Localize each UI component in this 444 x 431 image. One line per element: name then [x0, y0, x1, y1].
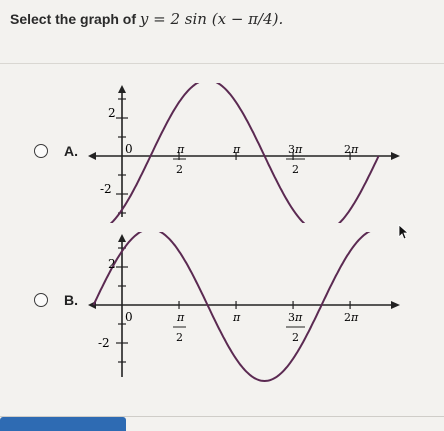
option-b-x-label-pi-over-2	[173, 311, 186, 344]
question-text	[10, 10, 283, 28]
option-a[interactable]	[34, 143, 78, 159]
option-b-x-label-pi: π	[233, 311, 241, 324]
option-b[interactable]	[34, 292, 78, 308]
svg-text:3π: 3π	[288, 143, 303, 156]
option-a-x-label-pi-over-2	[173, 143, 186, 176]
option-a-letter: A.	[64, 143, 78, 159]
option-b-graph	[88, 232, 418, 382]
option-a-x-label-2pi: 2π	[344, 143, 359, 156]
option-b-x-label-2pi: 2π	[344, 311, 359, 324]
option-a-y-label-neg2: -2	[100, 182, 112, 196]
svg-text:π: π	[177, 311, 185, 324]
mouse-cursor-icon	[398, 224, 410, 240]
option-b-x-arrow	[391, 301, 400, 309]
svg-text:π: π	[177, 143, 185, 156]
option-a-graph	[88, 83, 418, 223]
option-a-x-label-pi: π	[233, 143, 241, 156]
option-b-radio[interactable]	[34, 293, 48, 307]
option-b-y-label-neg2: -2	[98, 336, 110, 350]
option-b-y-arrow	[118, 234, 126, 242]
option-a-x-label-3pi-over-2	[286, 143, 305, 176]
option-b-letter: B.	[64, 292, 78, 308]
bottom-button[interactable]	[0, 417, 126, 431]
option-b-x-label-0: 0	[125, 310, 133, 324]
option-b-y-label-2: 2	[108, 257, 116, 271]
option-a-x-arrow	[391, 152, 400, 160]
svg-text:2: 2	[176, 331, 183, 344]
svg-text:2: 2	[292, 163, 299, 176]
divider	[0, 63, 444, 64]
option-b-axes	[88, 234, 400, 377]
option-a-x-arrow-left	[88, 152, 96, 160]
svg-text:3π: 3π	[288, 311, 303, 324]
question-prefix: Select the graph of	[10, 11, 137, 27]
option-a-x-label-0: 0	[125, 142, 133, 156]
option-a-y-arrow	[118, 85, 126, 93]
option-a-radio[interactable]	[34, 144, 48, 158]
svg-text:2: 2	[292, 331, 299, 344]
svg-text:2: 2	[176, 163, 183, 176]
option-b-x-label-3pi-over-2	[286, 311, 305, 344]
question-equation: y = 2 sin (x − π/4).	[139, 10, 284, 28]
option-a-y-label-2: 2	[108, 106, 116, 120]
